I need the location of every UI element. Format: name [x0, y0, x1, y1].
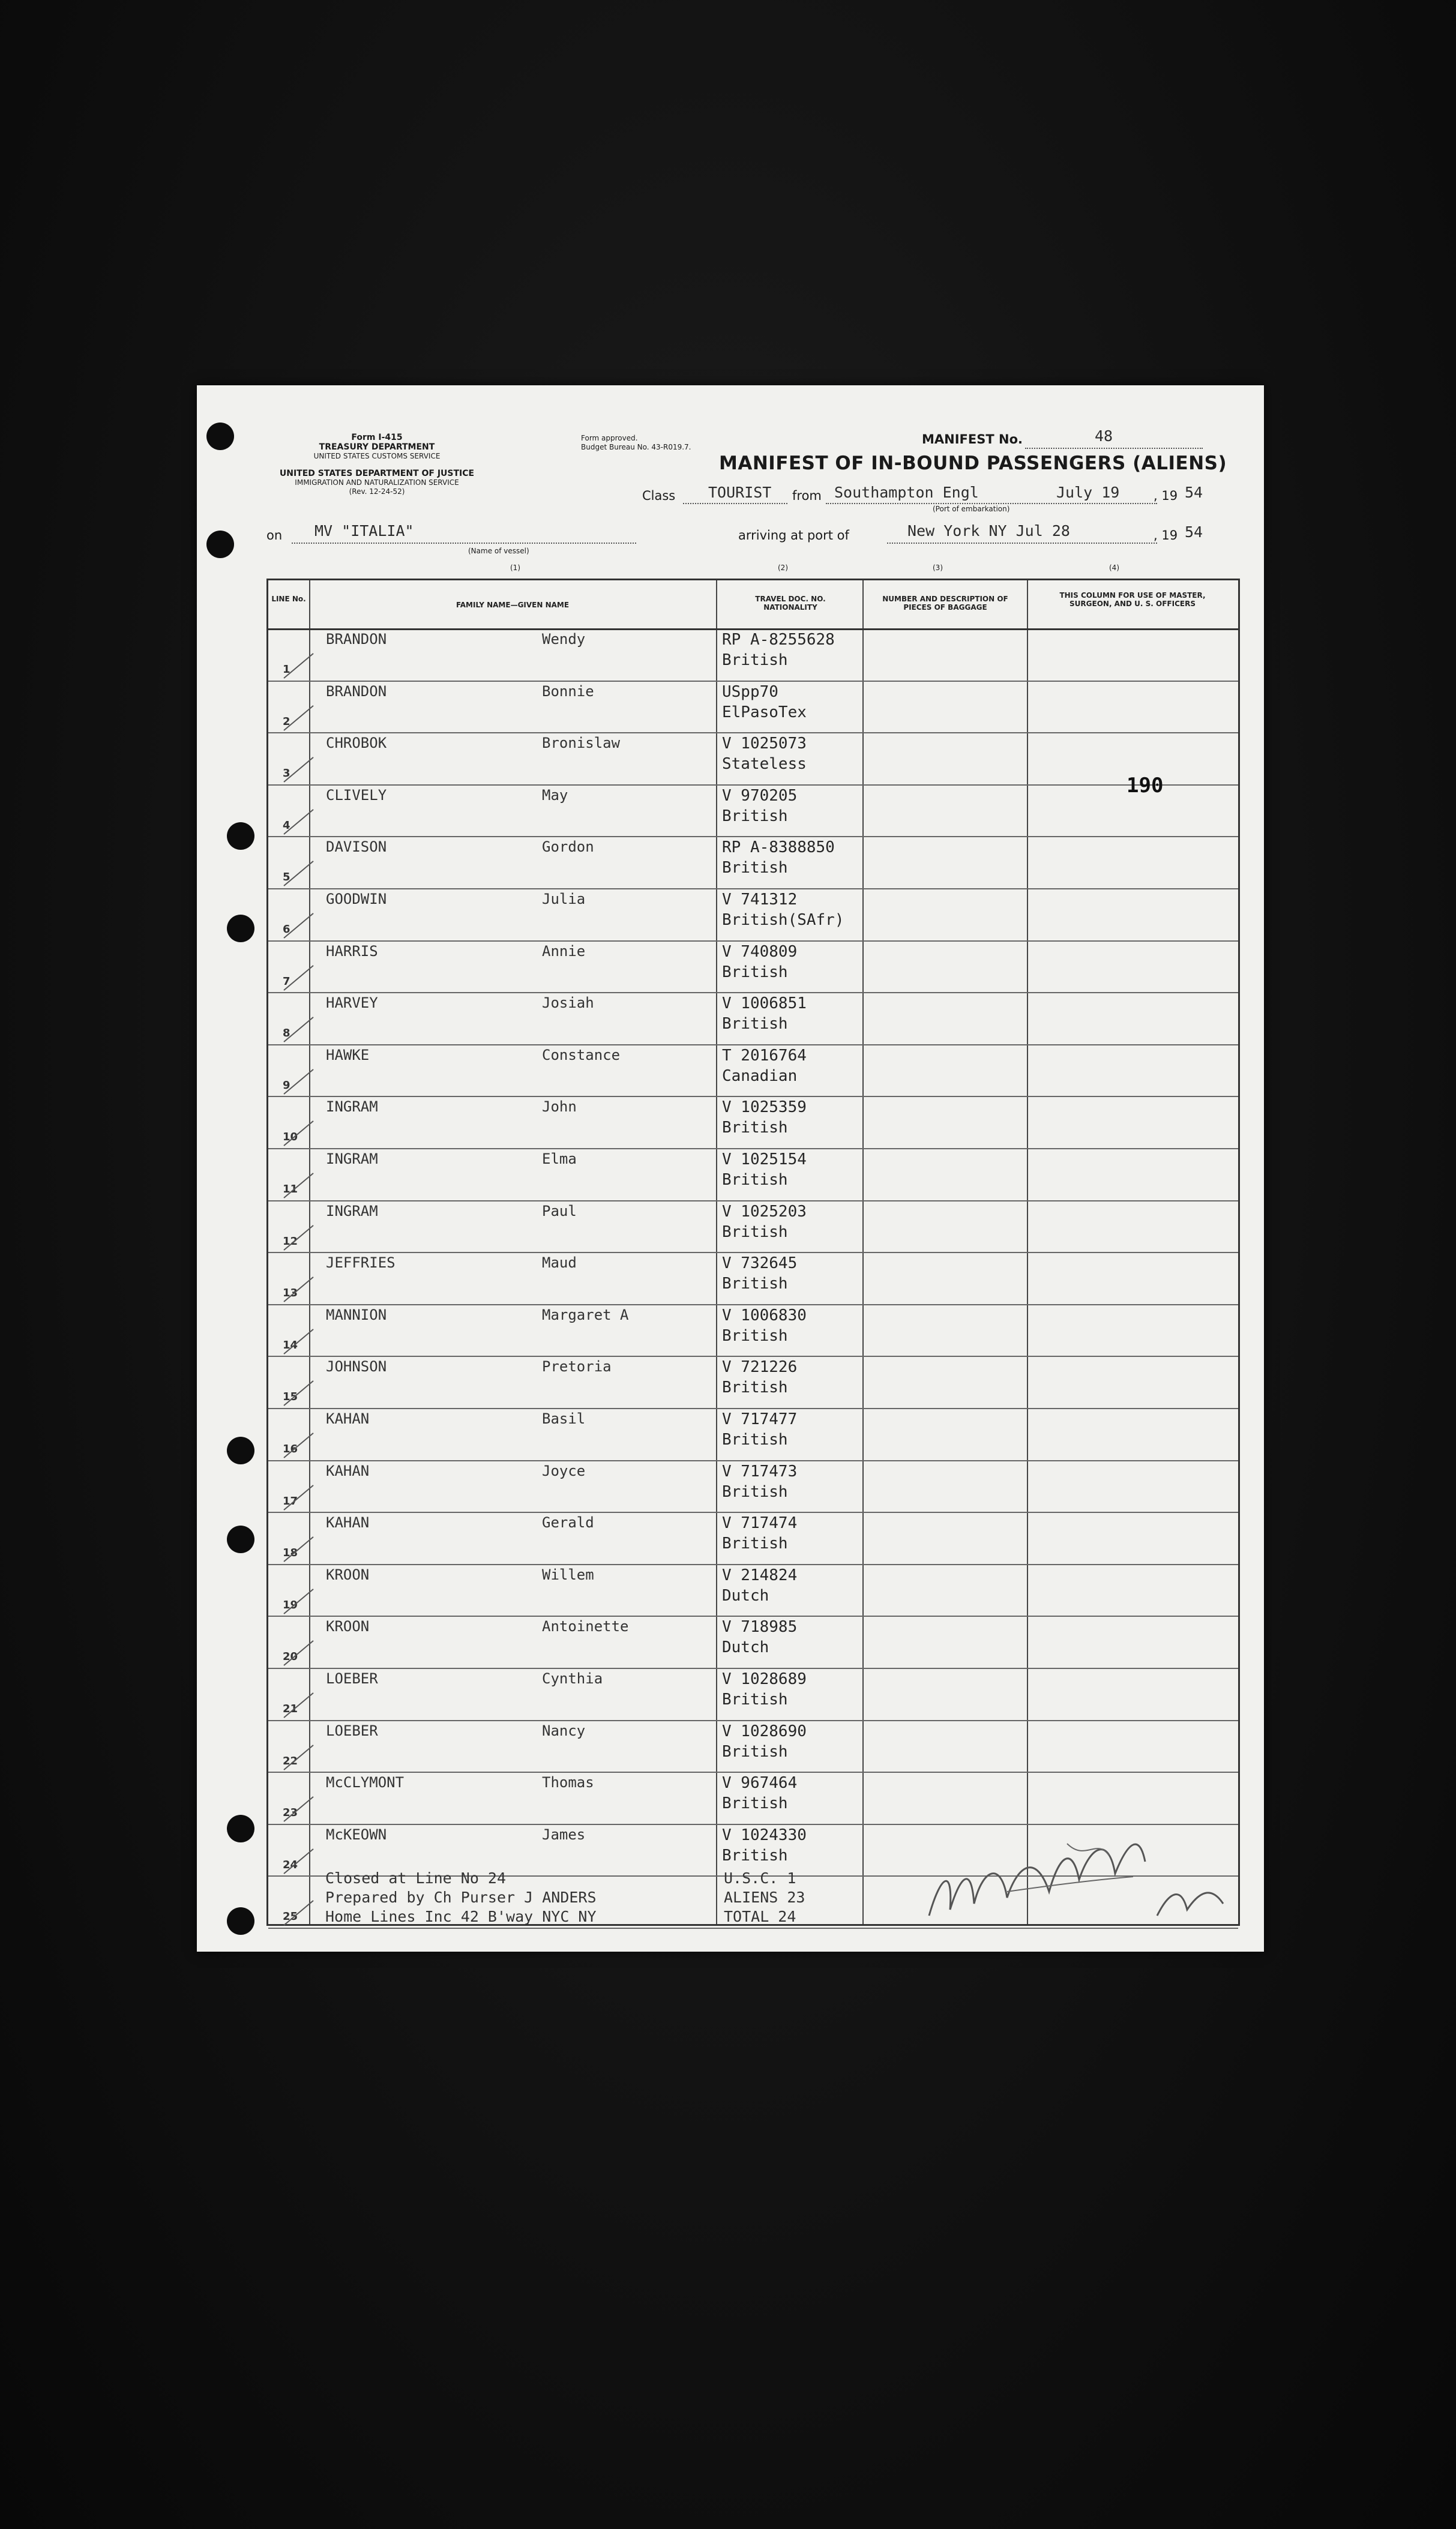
closed-line: Closed at Line No 24 [325, 1869, 507, 1887]
budget-bureau: Budget Bureau No. 43-R019.7. [581, 443, 691, 451]
count-summary [724, 1869, 805, 1926]
family-name: HAWKE [326, 1046, 370, 1063]
travel-doc [722, 1409, 797, 1450]
given-name: Bronislaw [542, 735, 621, 752]
embark-year-prefix: , 19 [1154, 489, 1178, 503]
punch-hole [227, 1815, 254, 1842]
manifest-no-value: 48 [1095, 427, 1113, 445]
line-number: 11 [283, 1183, 298, 1195]
nationality: British [722, 1691, 788, 1709]
line-number: 22 [283, 1754, 298, 1767]
form-title: MANIFEST OF IN-BOUND PASSENGERS (ALIENS) [719, 453, 1227, 474]
doc-number: V 1006851 [722, 994, 807, 1013]
doc-number: V 1028690 [722, 1722, 807, 1740]
count-aliens: ALIENS 23 [724, 1889, 805, 1906]
given-name: Paul [542, 1202, 577, 1219]
family-name: KROON [326, 1618, 370, 1635]
nationality: British [722, 1119, 788, 1137]
travel-doc [722, 630, 835, 670]
nationality: British [722, 807, 788, 825]
doc-number: V 732645 [722, 1254, 798, 1273]
given-name: Maud [542, 1254, 577, 1272]
nationality: British [722, 963, 788, 981]
family-name: HARRIS [326, 942, 378, 960]
given-name: James [542, 1826, 586, 1843]
given-name: Gerald [542, 1514, 594, 1532]
line-number: 3 [283, 767, 290, 780]
justice-dept: UNITED STATES DEPARTMENT OF JUSTICE [279, 469, 475, 478]
travel-doc [722, 837, 835, 878]
travel-doc [722, 1305, 807, 1346]
nationality: British [722, 1171, 788, 1189]
manifest-table [266, 579, 1240, 1926]
nationality: ElPasoTex [722, 703, 807, 721]
punch-hole [227, 822, 254, 850]
nationality: British [722, 859, 788, 877]
col-num-1: (1) [510, 564, 520, 572]
line-number: 6 [283, 923, 290, 936]
nationality: British [722, 1482, 788, 1501]
punch-hole [206, 531, 234, 558]
embark-port: Southampton Engl [834, 484, 979, 501]
travel-doc [722, 1149, 807, 1190]
nationality: Dutch [722, 1586, 769, 1605]
given-name: Nancy [542, 1722, 586, 1739]
col-header-officers: THIS COLUMN FOR USE OF MASTER, SURGEON, AND U. S. OFFICERS [1059, 591, 1206, 608]
arrival-year: 54 [1185, 523, 1203, 541]
family-name: JEFFRIES [326, 1254, 396, 1272]
count-total: TOTAL 24 [724, 1908, 796, 1925]
family-name: McKEOWN [326, 1826, 387, 1843]
given-name: Annie [542, 942, 586, 960]
officer-annotation: 190 [1127, 774, 1164, 798]
travel-doc [722, 1045, 807, 1086]
family-name: McCLYMONT [326, 1774, 405, 1791]
line-number: 20 [283, 1650, 298, 1664]
family-name: JOHNSON [326, 1358, 387, 1376]
travel-doc [722, 1357, 797, 1398]
nationality: British [722, 1535, 788, 1553]
officer-signature [917, 1826, 1253, 1934]
nationality: Stateless [722, 755, 807, 774]
nationality: British [722, 1379, 788, 1397]
ins-service: IMMIGRATION AND NATURALIZATION SERVICE [295, 478, 459, 487]
travel-doc [722, 1461, 797, 1502]
line-number: 10 [283, 1131, 298, 1144]
doc-number: V 1028689 [722, 1670, 807, 1688]
line-number: 25 [283, 1910, 298, 1923]
travel-doc [722, 1565, 797, 1606]
doc-number: T 2016764 [722, 1046, 807, 1065]
line-number: 16 [283, 1443, 298, 1455]
doc-number: V 718985 [722, 1618, 798, 1637]
treasury-dept: TREASURY DEPARTMENT [319, 442, 435, 452]
on-label: on [266, 528, 283, 543]
family-name: INGRAM [326, 1098, 378, 1116]
punch-hole [227, 1907, 254, 1935]
col-header-name: FAMILY NAME—GIVEN NAME [456, 601, 570, 609]
given-name: Josiah [542, 994, 594, 1012]
closing-note [325, 1869, 597, 1926]
customs-service: UNITED STATES CUSTOMS SERVICE [313, 452, 441, 460]
doc-number: V 967464 [722, 1774, 798, 1793]
family-name: GOODWIN [326, 891, 387, 907]
given-name: Thomas [542, 1774, 594, 1791]
family-name: KAHAN [326, 1410, 370, 1427]
vessel-name: MV "ITALIA" [314, 522, 414, 540]
punch-hole [206, 423, 234, 450]
line-number: 13 [283, 1287, 298, 1300]
col-header-line: LINE No. [271, 595, 306, 603]
family-name: INGRAM [326, 1202, 378, 1219]
nationality: British [722, 1275, 788, 1293]
line-number: 17 [283, 1494, 298, 1508]
family-name: INGRAM [326, 1150, 378, 1167]
doc-number: V 1025203 [722, 1202, 807, 1221]
family-name: LOEBER [326, 1722, 378, 1739]
travel-doc [722, 1513, 797, 1554]
revision-date: (Rev. 12-24-52) [349, 487, 405, 496]
shipping-line: Home Lines Inc 42 B'way NYC NY [325, 1908, 597, 1925]
nationality: British [722, 1222, 788, 1241]
line-number: 12 [283, 1234, 298, 1248]
travel-doc [722, 1669, 807, 1710]
line-number: 18 [283, 1547, 298, 1560]
family-name: CHROBOK [326, 735, 387, 752]
family-name: BRANDON [326, 682, 387, 700]
travel-doc [722, 786, 797, 826]
doc-number: V 1025359 [722, 1098, 807, 1117]
col-header-baggage: NUMBER AND DESCRIPTION OF PIECES OF BAGGAGE [882, 595, 1008, 612]
manifest-no-label: MANIFEST No. [922, 432, 1023, 447]
family-name: KROON [326, 1566, 370, 1583]
col-num-2: (2) [778, 564, 788, 572]
doc-number: V 740809 [722, 942, 798, 961]
line-number: 15 [283, 1391, 298, 1404]
doc-number: V 717473 [722, 1462, 798, 1481]
given-name: Willem [542, 1566, 594, 1583]
embark-caption: (Port of embarkation) [933, 505, 1010, 513]
nationality: British [722, 1431, 788, 1449]
family-name: LOEBER [326, 1670, 378, 1687]
family-name: CLIVELY [326, 786, 387, 804]
punch-hole [227, 1526, 254, 1553]
given-name: Pretoria [542, 1358, 612, 1376]
doc-number: V 721226 [722, 1358, 798, 1377]
class-label: Class [642, 489, 676, 503]
travel-doc [722, 1253, 797, 1294]
travel-doc [722, 1825, 807, 1866]
given-name: Wendy [542, 631, 586, 648]
line-number: 4 [283, 819, 290, 832]
given-name: Elma [542, 1150, 577, 1167]
doc-number: V 717474 [722, 1514, 798, 1533]
line-number: 7 [283, 975, 290, 988]
doc-number: RP A-8255628 [722, 631, 835, 649]
given-name: Constance [542, 1046, 621, 1063]
given-name: May [542, 786, 568, 804]
nationality: Dutch [722, 1638, 769, 1657]
manifest-page [197, 385, 1264, 1952]
line-number: 1 [283, 663, 290, 676]
travel-doc [722, 942, 797, 982]
nationality: British [722, 1742, 788, 1761]
nationality: British(SAfr) [722, 911, 844, 929]
line-number: 14 [283, 1338, 298, 1352]
travel-doc [722, 1773, 797, 1814]
doc-number: V 1025154 [722, 1150, 807, 1168]
given-name: Julia [542, 891, 586, 907]
family-name: KAHAN [326, 1514, 370, 1532]
vessel-caption: (Name of vessel) [468, 547, 529, 555]
doc-number: V 970205 [722, 786, 798, 805]
travel-doc [722, 1721, 807, 1762]
doc-number: V 1006830 [722, 1306, 807, 1325]
nationality: British [722, 1846, 788, 1865]
given-name: Cynthia [542, 1670, 603, 1687]
punch-hole [227, 1437, 254, 1464]
doc-number: V 717477 [722, 1410, 798, 1428]
doc-number: V 1024330 [722, 1826, 807, 1844]
travel-doc [722, 993, 807, 1034]
arrival-year-prefix: , 19 [1154, 528, 1178, 543]
nationality: British [722, 1015, 788, 1033]
given-name: Bonnie [542, 682, 594, 700]
travel-doc [722, 889, 844, 930]
form-approved: Form approved. [581, 434, 638, 442]
family-name: KAHAN [326, 1462, 370, 1479]
given-name: Antoinette [542, 1618, 629, 1635]
line-number: 5 [283, 871, 290, 884]
line-number: 9 [283, 1078, 290, 1092]
travel-doc [722, 1097, 807, 1138]
given-name: John [542, 1098, 577, 1116]
prepared-by: Prepared by Ch Purser J ANDERS [325, 1889, 597, 1906]
family-name: BRANDON [326, 631, 387, 648]
line-number: 21 [283, 1703, 298, 1715]
punch-hole [227, 915, 254, 942]
line-number: 24 [283, 1858, 298, 1871]
doc-number: RP A-8388850 [722, 838, 835, 857]
family-name: DAVISON [326, 838, 387, 856]
nationality: British [722, 1326, 788, 1345]
family-name: HARVEY [326, 994, 378, 1012]
embark-date: July 19 [1056, 484, 1120, 501]
line-number: 2 [283, 715, 290, 728]
travel-doc [722, 682, 807, 723]
count-usc: U.S.C. 1 [724, 1869, 796, 1887]
travel-doc [722, 1617, 797, 1658]
line-number: 8 [283, 1027, 290, 1040]
from-label: from [792, 489, 822, 503]
line-number: 19 [283, 1598, 298, 1611]
given-name: Basil [542, 1410, 586, 1427]
line-number: 23 [283, 1806, 298, 1820]
nationality: British [722, 651, 788, 669]
doc-number: V 214824 [722, 1566, 798, 1584]
col-num-3: (3) [933, 564, 943, 572]
given-name: Gordon [542, 838, 594, 856]
col-num-4: (4) [1109, 564, 1119, 572]
family-name: MANNION [326, 1306, 387, 1323]
form-number: Form I-415 [351, 433, 403, 442]
col-header-doc: TRAVEL DOC. NO. NATIONALITY [755, 595, 826, 612]
travel-doc [722, 1201, 807, 1242]
doc-number: V 1025073 [722, 735, 807, 753]
doc-number: USpp70 [722, 682, 778, 701]
embark-year: 54 [1185, 484, 1203, 501]
nationality: Canadian [722, 1066, 798, 1085]
nationality: British [722, 1794, 788, 1813]
given-name: Margaret A [542, 1306, 629, 1323]
arrival-port: New York NY Jul 28 [907, 522, 1070, 540]
arriving-label: arriving at port of [738, 528, 849, 543]
doc-number: V 741312 [722, 891, 798, 909]
class-value: TOURIST [708, 484, 772, 501]
given-name: Joyce [542, 1462, 586, 1479]
travel-doc [722, 733, 807, 774]
